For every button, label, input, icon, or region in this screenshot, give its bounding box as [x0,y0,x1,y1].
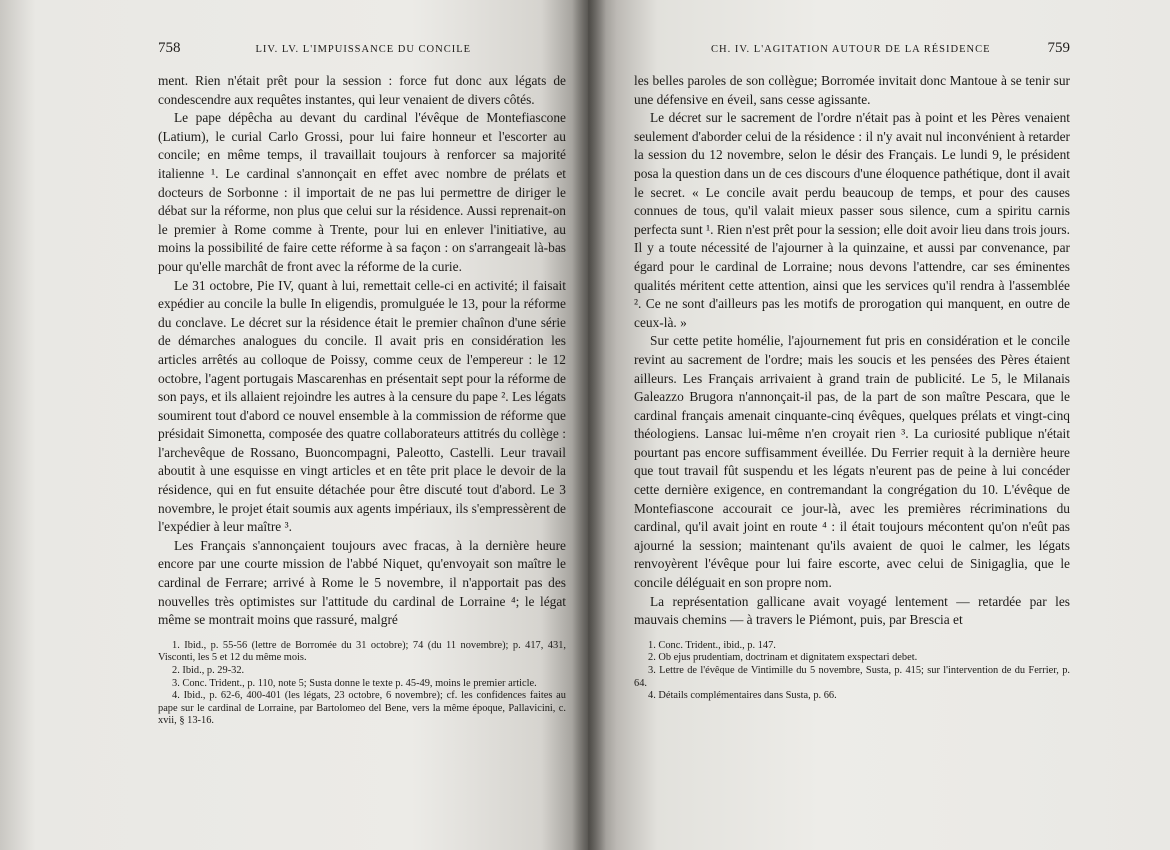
footnotes [634,640,1070,703]
footnote: 4. Ibid., p. 62-6, 400-401 (les légats, 23 octobre, 6 novembre); cf. les confidences faites au pape sur le cardinal de Lorraine, par Bartolomeo del Bene, vers la même époque, Pallavicini, c. xvii, § 13-16. [158,690,566,727]
running-head [158,40,566,62]
footnote: 4. Détails complémentaires dans Susta, p. 66. [648,690,837,702]
paragraph: ment. Rien n'était prêt pour la session : force fut donc aux légats de condescendre aux requêtes instantes, qui leur venaient de divers côtés. [158,73,566,107]
footnotes [158,640,566,728]
footnote: 1. Ibid., p. 55-56 (lettre de Borromée du 31 octobre); 74 (du 11 novembre); p. 417, 431, Visconti, les 5 et 12 du même mois. [158,639,566,664]
paragraph: La représentation gallicane avait voyagé lentement — retardée par les mauvais chemins — à travers le Piémont, puis, par Brescia et [634,593,1070,628]
footnote: 3. Lettre de l'évêque de Vintimille du 5 novembre, Susta, p. 415; sur l'intervention de du Ferrier, p. 64. [634,665,1070,689]
paragraph: Le décret sur le sacrement de l'ordre n'était pas à point et les Pères venaient seulement d'aborder celui de la résidence : il n'y avait nul inconvénient à retarder la session du 12 novembre, selon le désir des Français. Le lundi 9, le président posa la question dans un de ces discours d'une éloquence pathétique, dont il avait le secret. « Le concile avait perdu beaucoup de temps, et pour des causes connues de tous, qu'il valait mieux passer sous silence, cum a spiritu carnis perfecta sunt ¹. Rien n'est prêt pour la session; elle doit avoir lieu dans trois jours. Il y a toute nécessité de l'ajourner à la quinzaine, et aussi par convenance, par égard pour le cardinal de Lorraine; nous devons l'attendre, car ses éminentes qualités méritent cette attention, ainsi que les services qu'il rendra à l'assemblée ². Ce ne sont d'ailleurs pas les motifs de prorogation qui manquent, en outre de ceux-là. » [634,110,1070,330]
running-head-title: LIV. LV. L'IMPUISSANCE DU CONCILE [255,44,472,55]
page-number: 759 [1047,40,1070,56]
paragraph: Le 31 octobre, Pie IV, quant à lui, remettait celle-ci en activité; il faisait expédier au concile la bulle In eligendis, promulguée le 13, pour la réforme du conclave. Le décret sur la résidence était le premier chaînon d'une série de démarches analogues du concile. Il avait pris en considération les articles arrêtés au colloque de Poissy, comme ceux de l'empereur : le 12 octobre, l'agent portugais Mascarenhas en présentait sept pour la réforme de son pays, et ils allaient rejoindre les autres à la censure du pape ². Les légats soumirent tout d'abord ce nouvel ensemble à la commission de réforme que présidait Simonetta, composée des quatre collaborateurs attitrés du collège : l'archevêque de Rossano, Buoncompagni, Paleotto, Castelli. Leur travail aboutit à une esquisse en vingt articles et en tête prit place le devoir de la résidence, qui en fut ensuite détachée pour être discuté tout d'abord. Le 3 novembre, le projet était soumis aux agents impériaux, ils s'empressèrent de l'expédier à leur maître ³. [158,277,566,535]
paragraph: les belles paroles de son collègue; Borromée invitait donc Mantoue à se tenir sur une défensive en éveil, sans cesse agissante. [634,73,1070,107]
footnote: 3. Conc. Trident., p. 110, note 5; Susta donne le texte p. 45-49, moins le premier article. [172,677,537,689]
footnote: 1. Conc. Trident., ibid., p. 147. [648,639,776,651]
paragraph: Le pape dépêcha au devant du cardinal l'évêque de Montefiascone (Latium), le curial Carlo Grossi, pour lui faire honneur et l'escorter au concile; en même temps, il travaillait toujours à renforcer sa majorité italienne ¹. Le cardinal s'annonçait en effet avec nombre de prélats et docteurs de Sorbonne : il importait de ne pas lui permettre de diriger le débat sur la réforme, non plus que celui sur la résidence. Aussi reprenait-on le premier à Rome comme à Trente, pour lui en enlever l'initiative, au moins la possibilité de faire cette réforme à sa façon : on s'arrangeait là-bas pour qu'elle marchât de front avec la réforme de la curie. [158,110,566,274]
running-head [634,40,1070,62]
right-page [588,0,1170,850]
page-number: 758 [158,40,181,56]
footnote: 2. Ob ejus prudentiam, doctrinam et dignitatem exspectari debet. [648,652,918,664]
footnote: 2. Ibid., p. 29-32. [172,665,245,676]
paragraph: Sur cette petite homélie, l'ajournement fut pris en considération et le concile revint au sacrement de l'ordre; mais les soucis et les pensées des Pères étaient ailleurs. Les Français arrivaient à grand train de publicité. Le 5, le Milanais Galeazzo Brugora n'annonçait-il pas, de la part de son maître Pescara, que le cardinal français amenait cinquante-cinq évêques, quelques prélats et vingt-cinq théologiens. Lansac lui-même n'en croyait rien ³. La curiosité publique n'était pourtant pas encore suffisamment éveillée. Du Ferrier requit à la dernière heure que tout travail fût suspendu et les légats n'eurent pas de peine à lui concéder cette dernière exigence, en contremandant la congrégation du 10. L'évêque de Montefiascone accourait ce jour-là, avec les premières récriminations du cardinal, qu'il avait joint en route ⁴ : il était toujours mécontent qu'on n'eût pas ajourné la session; maintenant qu'ils avaient de quoi le calmer, les légats renvoyèrent l'évêque pour lui faire escorte, avec celui de Sinigaglia, que le concile déléguait en son propre nom. [634,333,1070,591]
running-head-title: CH. IV. L'AGITATION AUTOUR DE LA RÉSIDENCE [711,44,991,55]
paragraph: Les Français s'annonçaient toujours avec fracas, à la dernière heure encore par une courte mission de l'abbé Niquet, qu'envoyait son maître le cardinal de Ferrare; arrivé à Rome le 5 novembre, il n'apportait pas des nouvelles très optimistes sur l'attitude du cardinal de Lorraine ⁴; le légat même se montrait moins que rassuré, malgré [158,537,566,628]
body-text [158,72,566,630]
body-text [634,72,1070,630]
